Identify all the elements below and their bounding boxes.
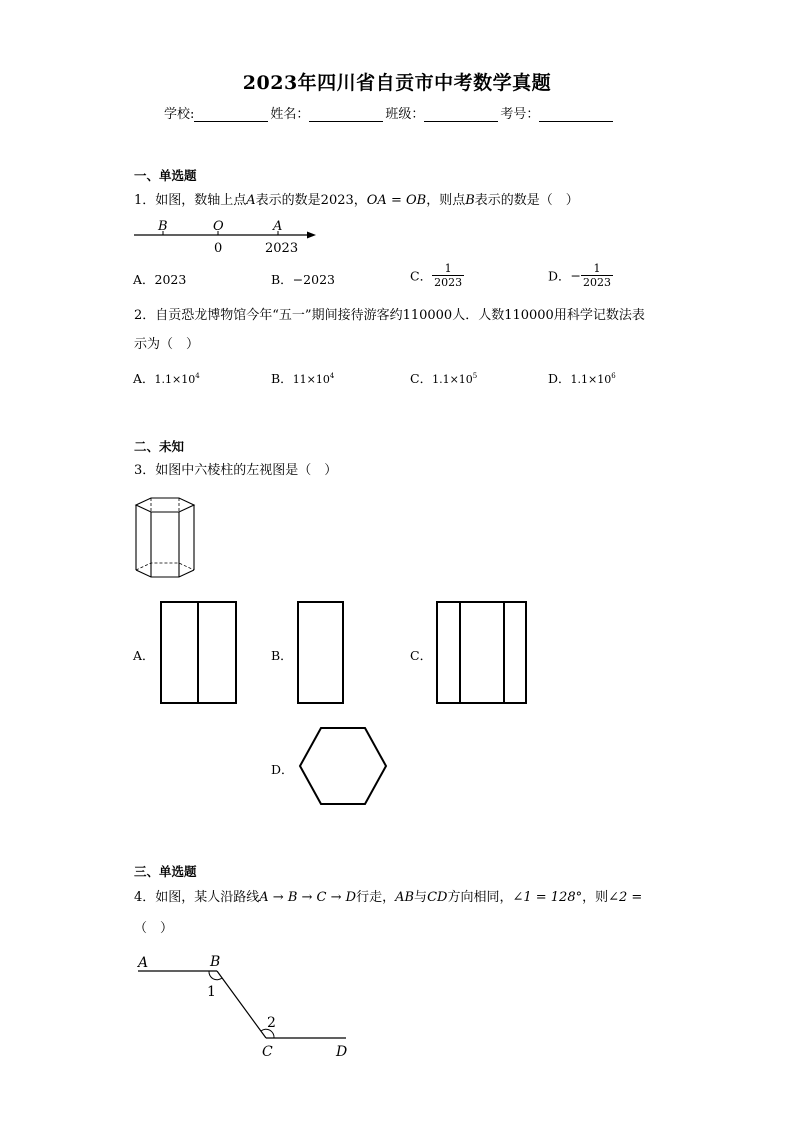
school-blank[interactable] — [194, 107, 268, 122]
q2-option-c-label: C． — [410, 371, 433, 386]
hexagonal-prism-figure — [130, 490, 202, 582]
q3-option-c-label[interactable]: C． — [410, 648, 433, 663]
student-info-line — [164, 103, 615, 122]
q2-option-a[interactable] — [133, 369, 200, 387]
label-b: B — [158, 219, 168, 234]
q2-option-d[interactable] — [548, 369, 616, 387]
section-heading-2: 二、未知 — [134, 439, 185, 454]
tick-label-0: 0 — [214, 241, 223, 256]
question-4-stem — [134, 888, 642, 908]
q2-option-a-exponent: 4 — [195, 371, 200, 380]
q1-point-b: B — [465, 193, 475, 208]
section-heading-3: 三、单选题 — [134, 864, 197, 879]
route-figure — [130, 950, 360, 1062]
q2-option-d-base: 1.1×10 — [570, 373, 612, 386]
q4-answer-paren: （ ） — [134, 921, 174, 936]
q1-option-d[interactable] — [548, 262, 613, 289]
q1-option-d-fraction — [581, 262, 613, 289]
q3-option-a-figure[interactable] — [160, 601, 238, 705]
q2-option-c-exponent: 5 — [472, 371, 478, 380]
q4-route: A → B → C → D — [259, 890, 357, 905]
q2-option-c-base: 1.1×10 — [432, 373, 473, 386]
name-label: 姓名： — [270, 107, 310, 122]
number-line-arrow — [307, 232, 316, 239]
tick-label-2023: 2023 — [265, 241, 299, 256]
fraction-denominator: 2023 — [434, 276, 463, 289]
q2-option-a-label: A． — [133, 371, 155, 386]
q1-text-c: ，则点 — [426, 193, 466, 208]
q1-option-d-label: D． — [548, 268, 571, 284]
q1-text-b: 表示的数是2023， — [255, 193, 367, 208]
q1-option-a-value: 2023 — [154, 272, 187, 287]
q4-angle-2: ∠2 = — [608, 890, 643, 905]
angle-2-label: 2 — [267, 1015, 276, 1031]
label-a: A — [273, 219, 283, 234]
point-c-label: C — [262, 1044, 273, 1060]
prism-top-face — [136, 498, 194, 512]
q1-option-c-fraction — [432, 262, 464, 289]
page-title: 2023年四川省自贡市中考数学真题 — [242, 72, 552, 94]
label-o: O — [213, 219, 224, 234]
class-blank[interactable] — [424, 107, 498, 122]
fraction-numerator: 1 — [444, 262, 452, 275]
question-3-stem: 3．如图中六棱柱的左视图是（ ） — [134, 463, 338, 478]
q2-option-b[interactable] — [271, 369, 334, 387]
q4-text-d: 方向相同， — [447, 890, 513, 905]
q3-option-c-figure[interactable] — [436, 601, 528, 705]
q2-option-d-label: D． — [548, 371, 571, 386]
q3-option-b-label[interactable]: B． — [271, 648, 293, 663]
question-2-stem — [134, 306, 674, 355]
q4-angle-1: ∠1 = 128° — [512, 890, 583, 905]
q1-option-b[interactable] — [271, 270, 335, 288]
q1-option-d-sign: − — [570, 268, 582, 283]
q3-option-a-label[interactable]: A． — [133, 648, 155, 663]
q4-text-c: 与 — [414, 890, 428, 905]
q2-option-b-exponent: 4 — [329, 371, 335, 380]
point-d-label: D — [336, 1044, 348, 1060]
prism-bottom-back — [136, 563, 194, 570]
q1-option-b-value: −2023 — [292, 272, 335, 287]
q2-option-c[interactable] — [410, 369, 477, 387]
q1-equation: OA = OB — [366, 193, 427, 208]
number-line-figure — [130, 216, 330, 258]
q2-line-2: 示为（ ） — [134, 337, 200, 352]
class-label: 班级： — [385, 107, 425, 122]
q2-line-1: 2．自贡恐龙博物馆今年“五一”期间接待游客约110000人．人数110000用科学记数法表 — [134, 308, 645, 323]
exam-no-label: 考号： — [500, 107, 540, 122]
q2-option-b-base: 11×10 — [292, 373, 330, 386]
q2-option-d-exponent: 6 — [611, 371, 616, 380]
q1-option-a[interactable] — [133, 270, 186, 288]
q4-text-a: 4．如图，某人沿路线 — [134, 890, 260, 905]
fraction-denominator: 2023 — [583, 276, 612, 289]
q1-option-c[interactable] — [410, 262, 464, 289]
q1-text-d: 表示的数是（ ） — [474, 193, 579, 208]
q2-option-a-base: 1.1×10 — [154, 373, 196, 386]
section-heading-1: 一、单选题 — [134, 168, 197, 183]
q4-text-b: 行走， — [356, 890, 396, 905]
exam-no-blank[interactable] — [539, 107, 613, 122]
school-label: 学校: — [164, 107, 195, 122]
point-a-label: A — [138, 955, 149, 971]
segment-bc — [217, 971, 266, 1038]
q1-text-a: 1．如图，数轴上点 — [134, 193, 247, 208]
q3-option-d-label[interactable]: D． — [271, 762, 294, 777]
prism-bottom-front — [136, 570, 194, 577]
question-1-stem — [134, 191, 579, 211]
q4-text-e: ，则 — [582, 890, 609, 905]
angle-1-label: 1 — [207, 984, 216, 1000]
q1-option-a-label: A． — [133, 272, 155, 287]
name-blank[interactable] — [309, 107, 383, 122]
q3-option-b-figure[interactable] — [297, 601, 345, 705]
fraction-numerator: 1 — [593, 262, 601, 275]
q1-option-c-label: C． — [410, 268, 433, 284]
q1-point-a: A — [246, 193, 256, 208]
point-b-label: B — [210, 954, 221, 970]
q4-segment-cd: CD — [427, 890, 448, 905]
q2-option-b-label: B． — [271, 371, 293, 386]
q4-segment-ab: AB — [395, 890, 415, 905]
q1-option-b-label: B． — [271, 272, 293, 287]
q3-option-d-figure[interactable] — [298, 725, 390, 807]
